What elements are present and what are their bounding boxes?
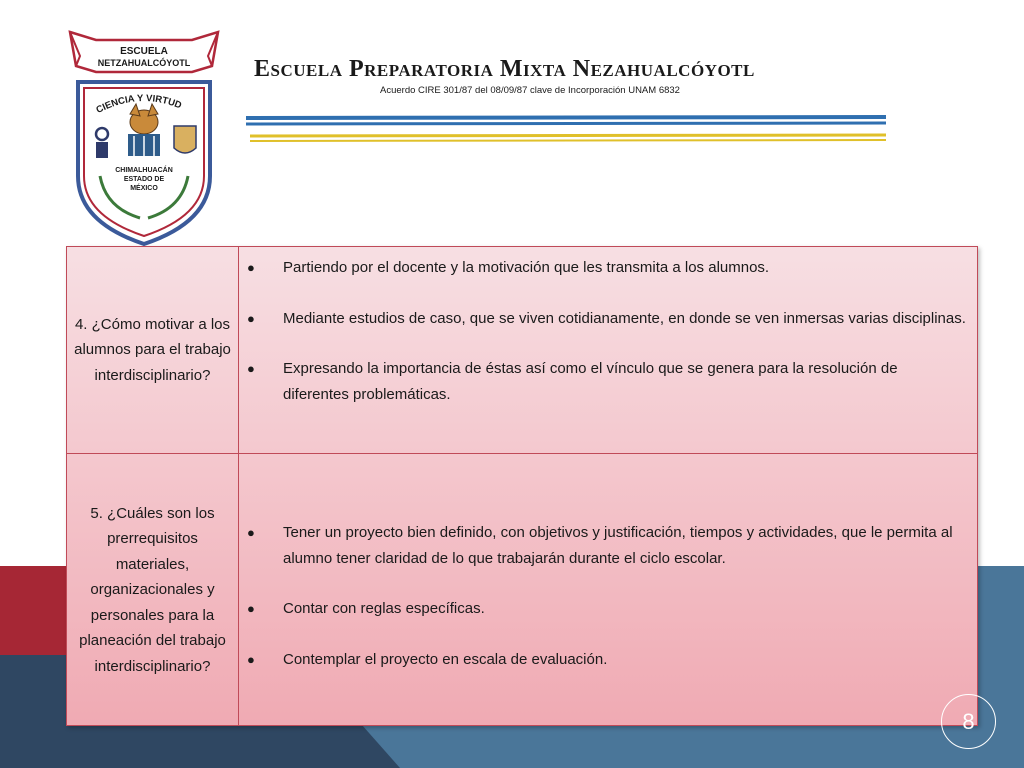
crest-place-line3: MÉXICO: [130, 185, 158, 192]
list-item: ● Partiendo por el docente y la motivación que les transmita a los alumnos.: [239, 255, 967, 281]
answer-cell: [239, 454, 977, 726]
question-cell: [67, 247, 239, 453]
question-text: 5. ¿Cuáles son los prerrequisitos materiales, organizacionales y personales para la planeación del trabajo interdisciplinario?: [79, 504, 226, 675]
answer-cell: [239, 247, 977, 453]
crest-banner-line1: ESCUELA: [120, 46, 168, 57]
bullet-icon: ●: [247, 525, 255, 540]
list-item: ● Mediante estudios de caso, que se viven cotidianamente, en donde se ven inmersas varias disciplinas.: [239, 306, 967, 332]
school-title: Escuela Preparatoria Mixta Nezahualcóyotl: [254, 56, 755, 82]
question-text: 4. ¿Cómo motivar a los alumnos para el trabajo interdisciplinario?: [74, 315, 231, 384]
list-item: ● Contemplar el proyecto en escala de evaluación.: [239, 647, 967, 673]
school-crest-logo: [66, 26, 222, 248]
crest-banner-line2: NETZAHUALCÓYOTL: [97, 58, 191, 68]
bullet-icon: ●: [247, 310, 255, 326]
bullet-icon: ●: [247, 601, 255, 616]
table-row: [67, 247, 977, 454]
header-stripes-decoration: [246, 112, 886, 146]
table-row: [67, 454, 977, 726]
answer-list: [239, 255, 967, 407]
list-item: ● Tener un proyecto bien definido, con objetivos y justificación, tiempos y actividades, que le permita al alumno tener claridad de lo que trabajarán durante el ciclo escolar.: [239, 520, 967, 571]
school-accreditation: Acuerdo CIRE 301/87 del 08/09/87 clave de Incorporación UNAM 6832: [380, 85, 680, 96]
crest-place-line2: ESTADO DE: [123, 176, 165, 183]
bullet-icon: ●: [247, 260, 255, 275]
crest-motto: CIENCIA Y VIRTUD: [94, 92, 184, 116]
bullet-icon: ●: [247, 651, 255, 667]
crest-place-line1: CHIMALHUACÁN: [115, 167, 173, 174]
page-number: 8: [941, 694, 996, 749]
list-item: ● Contar con reglas específicas.: [239, 596, 967, 622]
qa-table: [66, 246, 978, 726]
question-cell: [67, 454, 239, 726]
bullet-icon: ●: [247, 361, 255, 376]
list-item: ● Expresando la importancia de éstas así como el vínculo que se genera para la resolución de diferentes problemáticas.: [239, 356, 967, 407]
answer-list: [239, 520, 967, 672]
